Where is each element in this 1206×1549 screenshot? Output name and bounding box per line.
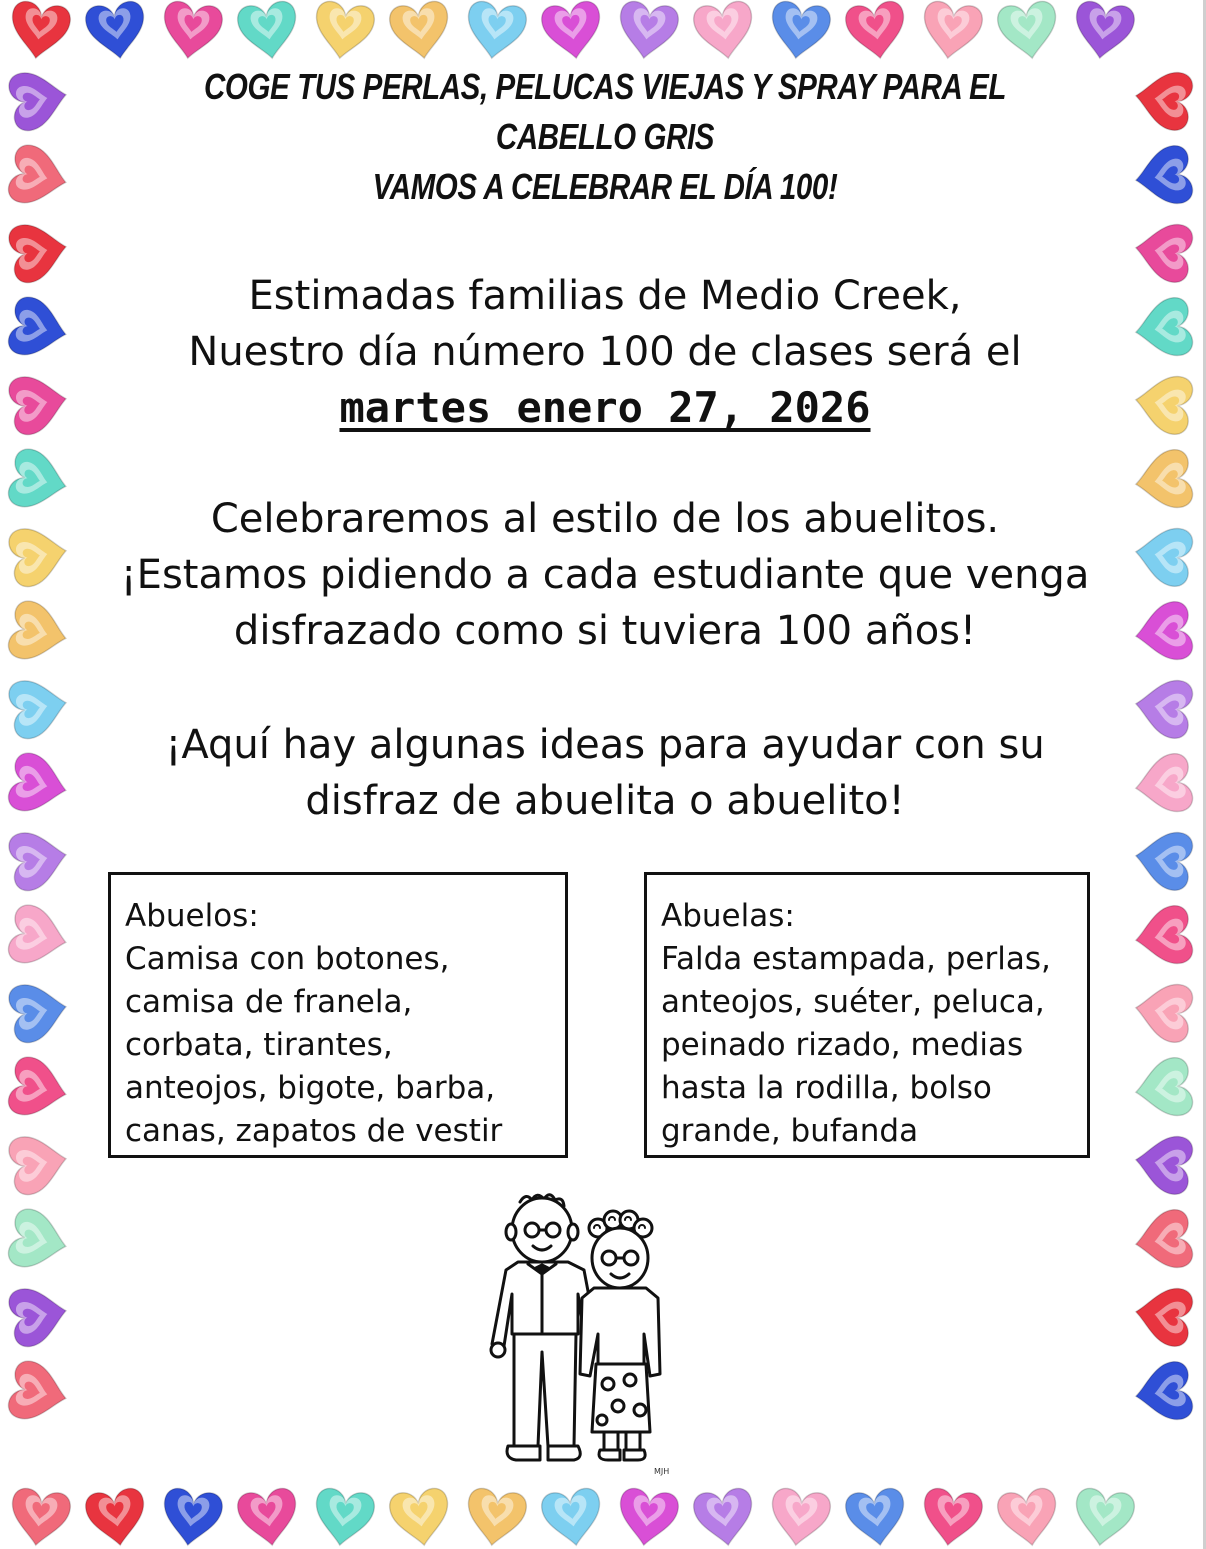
heart-icon [6, 1359, 72, 1427]
event-date: martes enero 27, 2026 [339, 383, 871, 432]
heart-icon [159, 1487, 224, 1549]
grandma-ideas-box [644, 872, 1090, 1158]
heart-icon [388, 0, 453, 62]
heart-icon [1132, 1283, 1194, 1348]
heart-icon [7, 66, 71, 133]
headline-line-2: VAMOS A CELEBRAR EL DÍA 100! [372, 166, 838, 207]
heart-icon [1132, 144, 1194, 209]
heart-icon [7, 978, 71, 1045]
grandma-line: hasta la rodilla, bolso [661, 1070, 992, 1106]
heart-icon [1132, 979, 1194, 1044]
heart-icon [615, 1487, 680, 1549]
heart-icon [767, 1487, 832, 1549]
heart-icon [615, 0, 680, 62]
heart-icon [1132, 296, 1194, 361]
heart-icon [7, 218, 71, 285]
illustration-signature: MJH [654, 1467, 670, 1476]
heart-icon [1132, 219, 1194, 284]
grandma-line: Falda estampada, perlas, [661, 941, 1051, 977]
grandparents-illustration [478, 1184, 688, 1479]
heart-icon [996, 0, 1061, 62]
celebration-line-1: Celebraremos al estilo de los abuelitos. [210, 496, 1000, 542]
heart-icon [1132, 67, 1194, 132]
heart-icon [7, 826, 71, 893]
heart-icon [159, 0, 224, 62]
heart-icon [1132, 1208, 1194, 1273]
heart-icon [540, 1487, 605, 1549]
heart-icon [6, 903, 72, 971]
heart-icon [1132, 1056, 1194, 1121]
headline [183, 62, 1028, 212]
heart-icon [236, 0, 301, 62]
heart-icon [1132, 448, 1194, 513]
heart-icon [1132, 904, 1194, 969]
heart-icon [84, 1487, 149, 1549]
heart-icon [1071, 1487, 1136, 1549]
heart-icon [1071, 0, 1136, 62]
grandpa-line: anteojos, bigote, barba, [125, 1070, 496, 1106]
grandma-line: anteojos, suéter, peluca, [661, 984, 1045, 1020]
heart-icon [1132, 1131, 1194, 1196]
heart-icon [7, 522, 71, 589]
heart-icon [1132, 600, 1194, 665]
heart-icon [1132, 1360, 1194, 1425]
grandpa-ideas-box [108, 872, 568, 1158]
headline-line-1: COGE TUS PERLAS, PELUCAS VIEJAS Y SPRAY PARA EL CABELLO GRIS [203, 66, 1007, 157]
heart-icon [6, 143, 72, 211]
grandma-box-title: Abuelas: [661, 898, 795, 934]
celebration-line-2: ¡Estamos pidiendo a cada estudiante que venga [120, 552, 1090, 598]
heart-icon [1132, 371, 1194, 436]
heart-icon [388, 1487, 453, 1549]
heart-icon [767, 0, 832, 62]
heart-icon [6, 599, 72, 667]
heart-icon [844, 0, 909, 62]
grandma-line: peinado rizado, medias [661, 1027, 1024, 1063]
heart-icon [463, 1487, 528, 1549]
heart-icon [7, 0, 72, 62]
heart-icon [6, 751, 72, 819]
heart-icon [919, 0, 984, 62]
grandpa-line: canas, zapatos de vestir [125, 1113, 503, 1149]
grandpa-box-title: Abuelos: [125, 898, 259, 934]
flyer-content [90, 62, 1120, 829]
intro-sentence: Nuestro día número 100 de clases será el [188, 329, 1022, 375]
grandpa-line: corbata, tirantes, [125, 1027, 393, 1063]
heart-icon [6, 1055, 72, 1123]
heart-icon [7, 370, 71, 437]
heart-icon [540, 0, 605, 62]
heart-icon [1132, 675, 1194, 740]
ideas-line-1: ¡Aquí hay algunas ideas para ayudar con su [165, 722, 1045, 768]
grandma-figure [580, 1211, 660, 1460]
heart-icon [7, 674, 71, 741]
heart-icon [311, 0, 376, 62]
heart-icon [844, 1487, 909, 1549]
heart-icon [919, 1487, 984, 1549]
heart-icon [7, 1487, 72, 1549]
heart-icon [6, 1207, 72, 1275]
greeting: Estimadas familias de Medio Creek, [248, 273, 962, 319]
heart-icon [692, 0, 757, 62]
grandpa-line: camisa de franela, [125, 984, 413, 1020]
intro-paragraph [90, 268, 1120, 437]
grandma-line: grande, bufanda [661, 1113, 919, 1149]
heart-icon [84, 0, 149, 62]
heart-icon [996, 1487, 1061, 1549]
celebration-paragraph [90, 491, 1120, 659]
heart-icon [7, 1282, 71, 1349]
heart-icon [1132, 827, 1194, 892]
grandpa-line: Camisa con botones, [125, 941, 450, 977]
heart-icon [1132, 752, 1194, 817]
ideas-paragraph [90, 717, 1120, 829]
heart-icon [692, 1487, 757, 1549]
heart-icon [7, 1130, 71, 1197]
heart-icon [1132, 523, 1194, 588]
ideas-line-2: disfraz de abuelita o abuelito! [305, 778, 905, 824]
celebration-line-3: disfrazado como si tuviera 100 años! [233, 608, 977, 654]
heart-icon [6, 295, 72, 363]
heart-icon [311, 1487, 376, 1549]
heart-icon [463, 0, 528, 62]
heart-icon [6, 447, 72, 515]
heart-icon [236, 1487, 301, 1549]
